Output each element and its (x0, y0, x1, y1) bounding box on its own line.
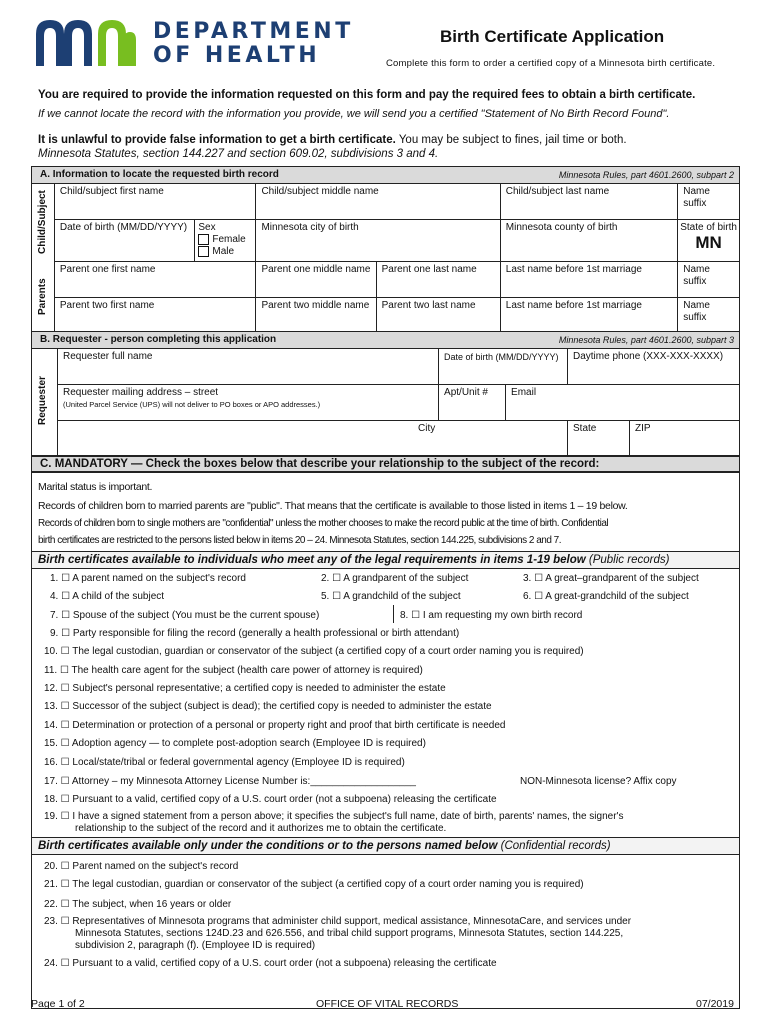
item-16[interactable]: 16. ☐ Local/state/tribal or federal governmental agency (Employee ID is required) (44, 757, 405, 768)
item-7[interactable]: 7. ☐ Spouse of the subject (You must be the current spouse) (50, 610, 320, 621)
parents-label: Parents (37, 278, 48, 316)
sex-field (195, 220, 256, 262)
unlawful-notice (38, 134, 627, 146)
item-14[interactable]: 14. ☐ Determination or protection of a personal or property right and proof that birth certificate is needed (44, 720, 506, 731)
requester-dob-field[interactable] (439, 349, 568, 385)
child-middle-name-label: Child/subject middle name (261, 186, 379, 197)
state-of-birth-value: MN (695, 233, 722, 252)
item-21[interactable]: 21. ☐ The legal custodian, guardian or conservator of the subject (a certified copy of a court order naming you is required) (44, 879, 584, 890)
logo-line-1: DEPARTMENT (153, 19, 354, 44)
section-c-header: C. MANDATORY — Check the boxes below that describe your relationship to the subject of the record: (31, 456, 740, 472)
state-of-birth-label: State of birth (680, 222, 737, 233)
revision-date: 07/2019 (696, 998, 734, 1010)
page-title: Birth Certificate Application (440, 27, 665, 46)
confidential-band-note: (Confidential records) (500, 840, 611, 852)
confidential-text-1: Records of children born to single mothers are "confidential" unless the mother chooses to make the record public at the time of birth. Confidential (38, 518, 609, 529)
p1-suffix-field[interactable] (678, 262, 740, 298)
item-6[interactable]: 6. ☐ A great-grandchild of the subject (523, 591, 689, 602)
section-a-rule: Minnesota Rules, part 4601.2600, subpart 2 (558, 170, 734, 180)
item-19[interactable]: 19. ☐ I have a signed statement from a person above; it specifies the subject's full name, date of birth, parents' names, the signer's (44, 811, 624, 822)
public-band-title: Birth certificates available to individuals who meet any of the legal requirements in items 1-19 below (38, 554, 586, 566)
page-number: Page 1 of 2 (31, 998, 85, 1010)
office-name: OFFICE OF VITAL RECORDS (316, 998, 459, 1010)
p1-first-field[interactable] (54, 262, 256, 298)
p2-last-before-label: Last name before 1st marriage (505, 300, 642, 311)
public-band-note: (Public records) (588, 554, 670, 566)
child-dob-label: Date of birth (MM/DD/YYYY) (59, 222, 188, 233)
female-checkbox[interactable] (198, 234, 209, 245)
p1-suffix-label: Name suffix (683, 264, 710, 287)
item-23-cont-1: Minnesota Statutes, sections 124D.23 and 626.556, and tribal child support programs, Minnesota Statutes, section 144.225, (75, 928, 624, 939)
child-last-name-label: Child/subject last name (505, 186, 610, 197)
requester-name-label: Requester full name (63, 351, 153, 362)
requester-email-field[interactable] (506, 385, 740, 421)
requester-city-label: City (418, 423, 436, 434)
p1-last-field[interactable] (376, 262, 500, 298)
p2-first-label: Parent two first name (59, 300, 155, 311)
section-b-title: B. Requester - person completing this application (40, 334, 277, 345)
item-11[interactable]: 11. ☐ The health care agent for the subject (health care power of attorney is required) (44, 665, 423, 676)
requester-state-field[interactable] (568, 421, 630, 455)
p1-last-label: Parent one last name (381, 264, 477, 275)
city-of-birth-label: Minnesota city of birth (261, 222, 359, 233)
p1-last-before-field[interactable] (500, 262, 677, 298)
item-19-cont: relationship to the subject of the record and it authorizes me to obtain the certificate. (75, 823, 447, 834)
confidential-band-title: Birth certificates available only under the conditions or to the persons named below (38, 840, 498, 852)
section-a-title: A. Information to locate the requested birth record (40, 169, 279, 180)
requester-zip-label: ZIP (635, 423, 651, 434)
state-of-birth-field (678, 220, 740, 262)
logo-line-2: OF HEALTH (153, 43, 321, 68)
section-b-rule: Minnesota Rules, part 4601.2600, subpart 3 (558, 335, 734, 345)
county-of-birth-label: Minnesota county of birth (505, 222, 618, 233)
section-c-body (31, 472, 740, 1009)
male-label: Male (212, 246, 235, 258)
marital-text: Marital status is important. (38, 481, 153, 493)
requester-label: Requester (37, 376, 48, 426)
p2-middle-label: Parent two middle name (261, 300, 370, 311)
section-b-table (31, 331, 740, 456)
p2-last-before-field[interactable] (500, 298, 677, 334)
item-10[interactable]: 10. ☐ The legal custodian, guardian or conservator of the subject (a certified copy of a court order naming you is required) (44, 646, 584, 657)
child-first-name-field[interactable] (54, 184, 256, 220)
item-23-cont-2: subdivision 2, paragraph (f). (Employee ID is required) (75, 940, 316, 951)
confidential-band (32, 837, 739, 855)
item-17[interactable]: 17. ☐ Attorney – my Minnesota Attorney License Number is:___________________ (44, 776, 416, 787)
requester-city-field[interactable] (58, 421, 568, 456)
p2-suffix-field[interactable] (678, 298, 740, 334)
requester-street-label: Requester mailing address – street (63, 387, 219, 398)
requester-name-field[interactable] (58, 349, 439, 385)
child-middle-name-field[interactable] (256, 184, 500, 220)
ups-note: (United Parcel Service (UPS) will not deliver to PO boxes or APO addresses.) (63, 400, 321, 409)
section-a-header (32, 167, 740, 184)
requester-state-label: State (573, 423, 597, 434)
child-subject-label: Child/Subject (37, 190, 48, 254)
unlawful-rest: You may be subject to fines, jail time or both. (395, 134, 627, 146)
item-15[interactable]: 15. ☐ Adoption agency — to complete post-adoption search (Employee ID is required) (44, 738, 426, 749)
item-12[interactable]: 12. ☐ Subject's personal representative; a certified copy is needed to administer the estate (44, 683, 446, 694)
requester-apt-label: Apt/Unit # (444, 387, 488, 398)
male-checkbox[interactable] (198, 246, 209, 257)
required-notice: You are required to provide the information requested on this form and pay the required fees to obtain a birth certificate. (38, 89, 696, 101)
item-18[interactable]: 18. ☐ Pursuant to a valid, certified copy of a U.S. court order (not a subpoena) releasing the certificate (44, 794, 497, 805)
p2-first-field[interactable] (54, 298, 256, 334)
item-23[interactable]: 23. ☐ Representatives of Minnesota programs that administer child support, medical assistance, MinnesotaCare, and services under (44, 916, 632, 927)
public-records-text: Records of children born to married parents are "public". That means that the certificate is available to those listed in items 1 – 19 below. (38, 500, 628, 512)
county-of-birth-field[interactable] (500, 220, 677, 262)
requester-email-label: Email (511, 387, 537, 398)
p2-last-label: Parent two last name (381, 300, 476, 311)
p2-middle-field[interactable] (256, 298, 376, 334)
city-of-birth-field[interactable] (256, 220, 500, 262)
item-1[interactable]: 1. ☐ A parent named on the subject's record (50, 573, 246, 584)
no-record-notice: If we cannot locate the record with the information you provide, we will send you a certified "Statement of No Birth Record Found". (38, 108, 670, 120)
section-b-header (32, 332, 740, 349)
mn-logo-icon (36, 20, 136, 66)
item-7-divider (393, 605, 394, 623)
requester-street-field[interactable] (58, 385, 439, 421)
item-9[interactable]: 9. ☐ Party responsible for filing the record (generally a health professional or birth attendant) (50, 628, 460, 639)
child-suffix-label: Name suffix (683, 186, 710, 209)
item-8[interactable]: 8. ☐ I am requesting my own birth record (400, 610, 583, 621)
item-4[interactable]: 4. ☐ A child of the subject (50, 591, 165, 602)
requester-phone-label: Daytime phone (XXX-XXX-XXXX) (573, 351, 724, 362)
p1-last-before-label: Last name before 1st marriage (505, 264, 642, 275)
item-3[interactable]: 3. ☐ A great–grandparent of the subject (523, 573, 699, 584)
child-dob-field[interactable] (54, 220, 194, 262)
item-17-non-mn: NON-Minnesota license? Affix copy (520, 776, 677, 787)
p1-middle-label: Parent one middle name (261, 264, 371, 275)
section-a-table (31, 166, 740, 334)
item-24[interactable]: 24. ☐ Pursuant to a valid, certified copy of a U.S. court order (not a subpoena) releasing the certificate (44, 958, 497, 969)
female-label: Female (212, 234, 246, 246)
requester-phone-field[interactable] (568, 349, 740, 385)
child-first-name-label: Child/subject first name (59, 186, 164, 197)
requester-dob-label: Date of birth (MM/DD/YYYY) (444, 352, 559, 362)
public-band (32, 551, 739, 569)
child-suffix-field[interactable] (678, 184, 740, 220)
statutes-notice: Minnesota Statutes, section 144.227 and section 609.02, subdivisions 3 and 4. (38, 148, 439, 160)
item-20[interactable]: 20. ☐ Parent named on the subject's record (44, 861, 239, 872)
requester-zip-field[interactable] (630, 421, 656, 455)
unlawful-bold: It is unlawful to provide false information to get a birth certificate. (38, 134, 396, 146)
p2-last-field[interactable] (376, 298, 500, 334)
child-last-name-field[interactable] (500, 184, 677, 220)
p2-suffix-label: Name suffix (683, 300, 710, 323)
p1-first-label: Parent one first name (59, 264, 156, 275)
sex-label: Sex (198, 222, 216, 233)
logo-wordmark (153, 20, 354, 68)
item-13[interactable]: 13. ☐ Successor of the subject (subject is dead); the certified copy is needed to administer the estate (44, 701, 492, 712)
confidential-text-2: birth certificates are restricted to the persons listed below in items 20 – 24. Minnesota Statutes, section 144.225, subdivisions 2 and 7. (38, 535, 561, 546)
page-subtitle: Complete this form to order a certified copy of a Minnesota birth certificate. (386, 58, 716, 69)
requester-apt-field[interactable] (439, 385, 506, 421)
item-22[interactable]: 22. ☐ The subject, when 16 years or older (44, 899, 232, 910)
item-5[interactable]: 5. ☐ A grandchild of the subject (321, 591, 461, 602)
state-zip-cell (568, 421, 740, 456)
p1-middle-field[interactable] (256, 262, 376, 298)
item-2[interactable]: 2. ☐ A grandparent of the subject (321, 573, 469, 584)
